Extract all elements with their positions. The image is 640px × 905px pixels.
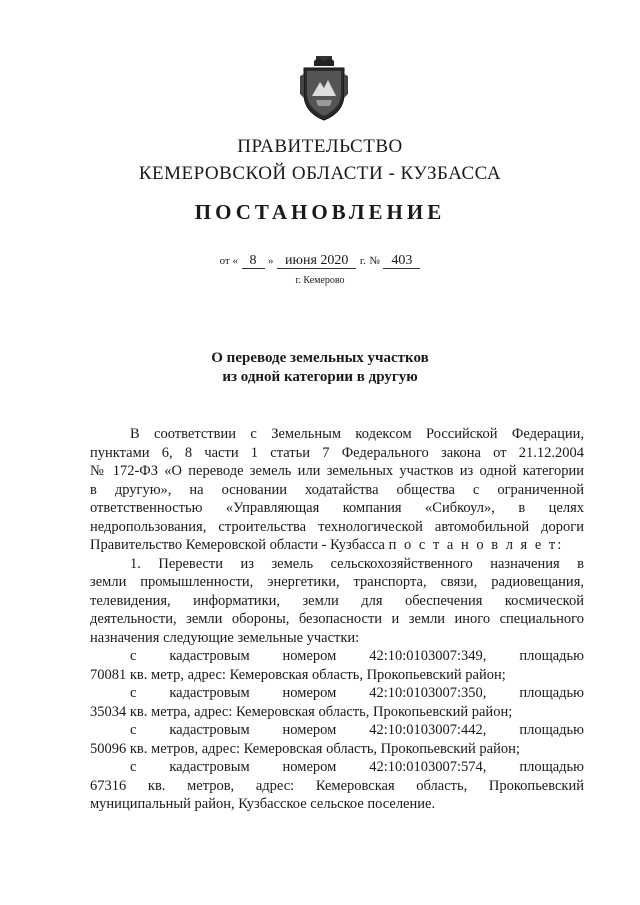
city-label: г. Кемерово <box>295 275 345 286</box>
item1-line: земли промышленности, энергетики, транспорта, связи, радиовещания, <box>90 574 584 590</box>
parcel-line: с кадастровым номером 42:10:0103007:349, площадью <box>130 648 584 664</box>
date-mid: » <box>268 255 274 267</box>
resolves-word: п о с т а н о в л я е т: <box>388 537 564 553</box>
date-number-line <box>0 253 640 269</box>
item1-line: назначения следующие земельные участки: <box>90 629 360 646</box>
parcel-line: 70081 кв. метр, адрес: Кемеровская область, Прокопьевский район; <box>90 666 506 683</box>
parcel-line: с кадастровым номером 42:10:0103007:574, площадью <box>130 759 584 775</box>
parcel-line: муниципальный район, Кузбасское сельское поселение. <box>90 796 436 812</box>
number-prefix: № <box>369 255 380 267</box>
parcel-line: 50096 кв. метров, адрес: Кемеровская область, Прокопьевский район; <box>90 740 520 757</box>
government-title-line1: ПРАВИТЕЛЬСТВО <box>237 136 403 157</box>
subject-line1: О переводе земельных участков <box>211 350 429 366</box>
parcel-line: 35034 кв. метра, адрес: Кемеровская область, Прокопьевский район; <box>90 703 513 720</box>
document-type-title: ПОСТАНОВЛЕНИЕ <box>194 200 446 224</box>
body-line: в другую», на основании ходатайства общества с ограниченной <box>90 481 584 498</box>
body-line: пунктами 6, 8 части 1 статьи 7 Федерального закона от 21.12.2004 <box>90 444 584 461</box>
subject-line2: из одной категории в другую <box>222 369 418 385</box>
date-day: 8 <box>242 253 265 269</box>
body-line: недропользования, строительства технологической автомобильной дороги <box>90 518 584 535</box>
decree-subject <box>0 349 640 387</box>
parcel-line: с кадастровым номером 42:10:0103007:350, площадью <box>130 685 584 701</box>
kemerovo-coat-of-arms-icon <box>298 56 350 122</box>
date-year-suffix: г. <box>359 255 366 267</box>
body-line: В соответствии с Земельным кодексом Российской Федерации, <box>130 426 584 442</box>
item1-line: телевидения, информатики, земли для обеспечения космической <box>90 592 584 609</box>
government-name: Правительство Кемеровской области - Кузбасса <box>90 537 385 553</box>
parcel-line: с кадастровым номером 42:10:0103007:442, площадью <box>130 722 584 738</box>
document-number: 403 <box>383 253 420 269</box>
item1-line: деятельности, земли обороны, безопасности и земли иного специального <box>90 611 584 627</box>
parcel-line: 67316 кв. метров, адрес: Кемеровская область, Прокопьевский <box>90 777 584 794</box>
decree-body <box>90 425 584 814</box>
government-title-line2: КЕМЕРОВСКОЙ ОБЛАСТИ - КУЗБАССА <box>138 163 502 184</box>
body-line <box>90 536 584 555</box>
body-line: ответственностью «Управляющая компания «Сибкоул», в целях <box>90 500 584 516</box>
body-line: № 172-ФЗ «О переводе земель или земельных участков из одной категории <box>90 463 584 479</box>
item1-line: 1. Перевести из земель сельскохозяйственного назначения в <box>130 555 584 572</box>
date-prefix: от « <box>219 255 238 267</box>
date-month-year: июня 2020 <box>277 253 356 269</box>
